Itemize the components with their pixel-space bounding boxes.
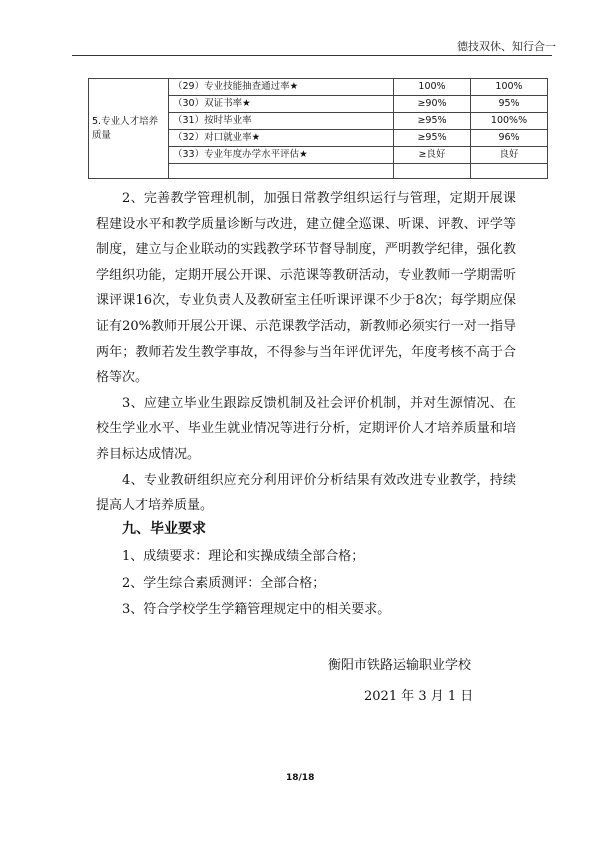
table-cell-target: ≥95% bbox=[394, 130, 471, 147]
requirement-item: 2、学生综合素质测评：全部合格； bbox=[122, 576, 326, 591]
table-row bbox=[89, 79, 548, 96]
table-cell-actual: 良好 bbox=[471, 147, 548, 164]
table-cell-target: ≥95% bbox=[394, 113, 471, 130]
table-cell-empty bbox=[471, 164, 548, 179]
table-category: 5.专业人才培养质量 bbox=[89, 79, 169, 179]
metrics-table bbox=[88, 78, 548, 179]
table-cell-item: （31）按时毕业率 bbox=[169, 113, 394, 130]
table-cell-item: （29）专业技能抽查通过率★ bbox=[169, 79, 394, 96]
table-cell-item: （33）专业年度办学水平评估★ bbox=[169, 147, 394, 164]
table-cell-actual: 100%% bbox=[471, 113, 548, 130]
requirement-item: 3、符合学校学生学籍管理规定中的相关要求。 bbox=[122, 602, 391, 617]
signature-date: 2021 年 3 月 1 日 bbox=[364, 689, 474, 704]
table-cell-empty bbox=[169, 164, 394, 179]
paragraph: 2、完善教学管理机制，加强日常教学组织运行与管理，定期开展课程建设水平和教学质量诊断与改进，建立健全巡课、听课、评教、评学等制度，建立与企业联动的实践教学环节督导制度，严明教学纪律，强化教学组织功能，定期开展公开课、示范课等教研活动，专业教师一学期需听课评课16次，专业负责人及教研室主任听课评课不少于8次；每学期应保证有20%教师开展公开课、示范课教学活动，新教师必须实行一对一指导两年；教师若发生教学事故，不得参与当年评优评先，年度考核不高于合格等次。 bbox=[96, 191, 516, 386]
paragraph: 4、专业教研组织应充分利用评价分析结果有效改进专业教学，持续提高人才培养质量。 bbox=[96, 472, 516, 514]
table-cell-actual: 96% bbox=[471, 130, 548, 147]
table-cell-empty bbox=[394, 164, 471, 179]
table-cell-item: （30）双证书率★ bbox=[169, 96, 394, 113]
table-cell-target: ≥良好 bbox=[394, 147, 471, 164]
body-text bbox=[96, 186, 516, 519]
header-rule bbox=[72, 55, 552, 56]
table-cell-actual: 100% bbox=[471, 79, 548, 96]
header-motto: 德技双休、知行合一 bbox=[457, 40, 556, 53]
signature-school: 衡阳市铁路运输职业学校 bbox=[328, 658, 472, 673]
watermark: ​ bbox=[201, 304, 239, 370]
requirement-item: 1、成绩要求：理论和实操成绩全部合格； bbox=[122, 549, 365, 564]
paragraph: 3、应建立毕业生跟踪反馈机制及社会评价机制，并对生源情况、在校生学业水平、毕业生就业情况等进行分析，定期评价人才培养质量和培养目标达成情况。 bbox=[96, 395, 516, 462]
table-cell-actual: 95% bbox=[471, 96, 548, 113]
section-title: 九、毕业要求 bbox=[122, 521, 206, 537]
table-cell-target: 100% bbox=[394, 79, 471, 96]
table-cell-target: ≥90% bbox=[394, 96, 471, 113]
table-cell-item: （32）对口就业率★ bbox=[169, 130, 394, 147]
page-number: 18/18 bbox=[286, 773, 315, 783]
